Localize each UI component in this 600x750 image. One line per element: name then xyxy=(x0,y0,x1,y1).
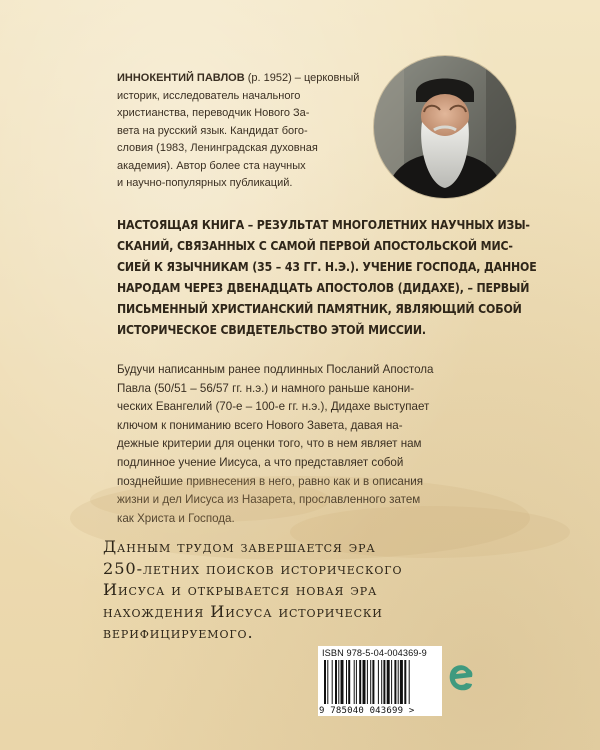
barcode-bar xyxy=(398,660,399,704)
lead-line: НАРОДАМ ЧЕРЕЗ ДВЕНАДЦАТЬ АПОСТОЛОВ (ДИДАХЕ), – ПЕРВЫЙ xyxy=(117,281,530,295)
barcode-bar xyxy=(394,660,396,704)
bio-line: академия). Автор более ста научных xyxy=(117,159,306,172)
lead-paragraph xyxy=(117,215,537,341)
ean-number: 9 785040 043699 xyxy=(319,706,404,716)
conclusion-line: Иисуса и открывается новая эра xyxy=(103,580,378,600)
lead-line: СКАНИЙ, СВЯЗАННЫХ С САМОЙ ПЕРВОЙ АПОСТОЛЬСКОЙ МИС- xyxy=(117,239,513,253)
lead-line: СИЕЙ К ЯЗЫЧНИКАМ (35 – 43 ГГ. Н.Э.). УЧЕНИЕ ГОСПОДА, ДАННОЕ xyxy=(117,260,537,274)
lead-line: НАСТОЯЩАЯ КНИГА – РЕЗУЛЬТАТ МНОГОЛЕТНИХ НАУЧНЫХ ИЗЫ- xyxy=(117,218,530,232)
bio-line: вета на русский язык. Кандидат бого- xyxy=(117,124,308,137)
barcode-bar xyxy=(387,660,390,704)
barcode-bar xyxy=(324,660,326,704)
bio-line: христианства, переводчик Нового За- xyxy=(117,107,310,119)
description-paragraph xyxy=(117,361,497,528)
barcode-bar xyxy=(383,660,385,704)
conclusion-line: Данным трудом завершается эра xyxy=(103,537,376,556)
barcode-bar xyxy=(338,660,339,704)
publisher-logo-icon xyxy=(446,662,474,694)
barcode-bar xyxy=(346,660,347,704)
barcode-bar xyxy=(354,660,355,704)
lead-line: ПИСЬМЕННЫЙ ХРИСТИАНСКИЙ ПАМЯТНИК, ЯВЛЯЮЩИЙ СОБОЙ xyxy=(117,302,522,316)
lead-line: ИСТОРИЧЕСКОЕ СВИДЕТЕЛЬСТВО ЭТОЙ МИССИИ. xyxy=(117,323,426,337)
conclusion-line: верифицируемого. xyxy=(103,623,254,643)
body-line: Будучи написанным ранее подлинных Посланий Апостола xyxy=(117,363,434,376)
barcode-icon xyxy=(322,660,438,706)
bio-line: словия (1983, Ленинградская духовная xyxy=(117,142,318,154)
barcode-bar xyxy=(332,660,333,704)
barcode-bar xyxy=(378,660,379,704)
portrait-image xyxy=(374,56,516,198)
author-portrait xyxy=(374,56,516,198)
barcode-bar xyxy=(363,660,366,704)
barcode-bar xyxy=(370,660,371,704)
conclusion-statement xyxy=(103,536,563,644)
body-line: как Христа и Господа. xyxy=(117,511,235,525)
author-name: ИННОКЕНТИЙ ПАВЛОВ xyxy=(117,72,245,84)
conclusion-line: нахождения Иисуса исторически xyxy=(103,601,383,621)
barcode-bar xyxy=(348,660,350,704)
conclusion-line: 250-летних поисков исторического xyxy=(103,558,403,578)
barcode-bar xyxy=(335,660,337,704)
body-line: подлинное учение Иисуса, а что представляет собой xyxy=(117,455,404,469)
author-bio xyxy=(117,70,367,193)
ean-marker: > xyxy=(408,706,415,716)
bio-line: (р. 1952) – церковный xyxy=(244,72,360,84)
barcode-bar xyxy=(327,660,328,704)
barcode-bar xyxy=(409,660,410,704)
bio-line: историк, исследователь начального xyxy=(117,89,301,102)
ean-digits xyxy=(319,706,415,716)
body-line: ческих Евангелий (70-е – 100-е гг. н.э.), Дидахе выступает xyxy=(117,400,430,414)
barcode-bar xyxy=(341,660,344,704)
body-line: жизни и дел Иисуса из Назарета, прославленного затем xyxy=(117,493,421,507)
body-line: Павла (50/51 – 56/57 гг. н.э.) и намного раньше канони- xyxy=(117,381,415,395)
barcode-bar xyxy=(391,660,392,704)
body-line: ключом к пониманию всего Нового Завета, давая на- xyxy=(117,418,403,432)
barcode-bar xyxy=(381,660,382,704)
bio-line: и научно-популярных публикаций. xyxy=(117,177,293,189)
isbn-label: ISBN 978-5-04-004369-9 xyxy=(322,648,427,658)
barcode-bar xyxy=(356,660,357,704)
barcode-bar xyxy=(359,660,361,704)
body-line: позднейшие привнесения в него, равно как и в описания xyxy=(117,474,424,488)
barcode-bar xyxy=(367,660,368,704)
barcode-bar xyxy=(400,660,403,704)
body-line: дежные критерии для оценки того, что в нем являет нам xyxy=(117,437,422,451)
barcode-bar xyxy=(372,660,374,704)
barcode-bar xyxy=(404,660,406,704)
